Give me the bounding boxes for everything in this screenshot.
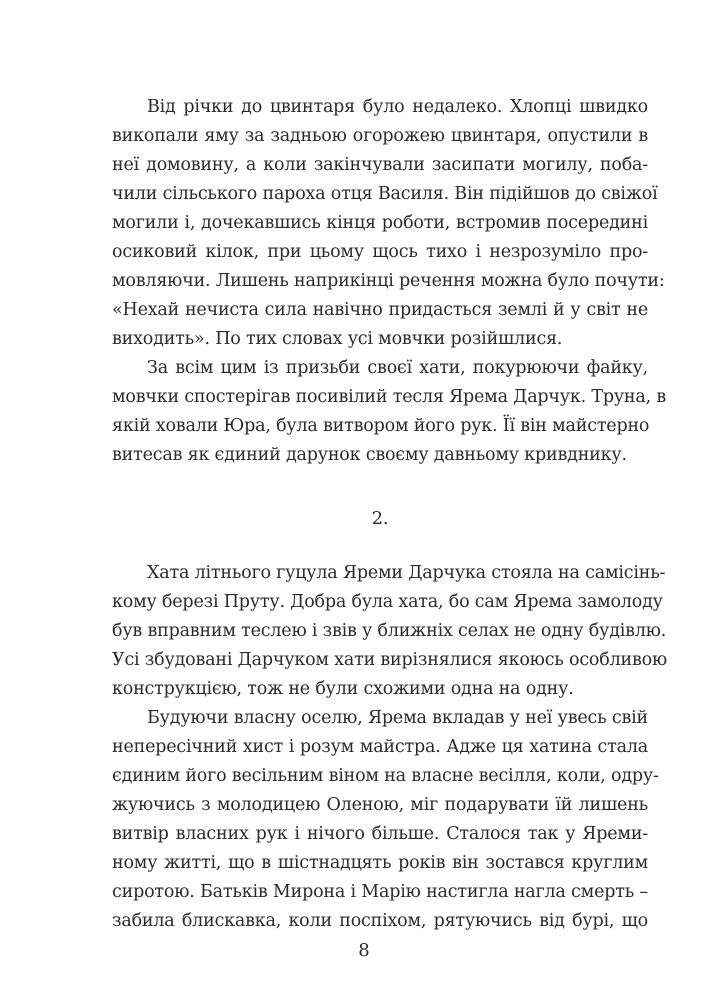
text-line: непересічний хист і розум майстра. Адже ця хатина стала: [112, 737, 648, 757]
text-section-before: [112, 93, 667, 470]
paragraph: [112, 704, 659, 936]
text-line: могили і, дочекавшись кінця роботи, встромив посередині: [112, 213, 648, 233]
text-line: осиковий кілок, при цьому щось тихо і незрозуміло про-: [112, 242, 648, 262]
text-line: «Нехай нечиста сила навічно придасться землі й у світ не: [112, 300, 648, 320]
text-section-after: [112, 559, 667, 936]
text-line: якій ховали Юра, була витвором його рук. Її він майстерно: [112, 416, 650, 436]
text-line: конструкцією, тож не були схожими одна на одну.: [112, 679, 574, 699]
text-line: неї домовину, а коли закінчували засипати могилу, поба-: [112, 155, 648, 175]
text-line: мовляючи. Лишень наприкінці речення можна було почути:: [112, 271, 665, 291]
section-heading: 2.: [371, 508, 389, 529]
text-line: єдиним його весільним віном на власне весілля, коли, одру-: [112, 766, 659, 786]
text-line: жуючись з молодицею Оленою, міг подарувати їй лишень: [112, 795, 648, 815]
text-line: сиротою. Батьків Мирона і Марію настигла нагла смерть –: [112, 882, 648, 902]
text-line: витесав як єдиний дарунок своєму давньому кривднику.: [112, 445, 627, 465]
page-number: 8: [358, 940, 370, 961]
text-line: ному житті, що в шістнадцять років він зостався круглим: [112, 853, 648, 873]
paragraph: [112, 93, 665, 354]
text-line: мовчки спостерігав посивілий тесля Ярема Дарчук. Труна, в: [112, 387, 667, 407]
text-line: витвір власних рук і нічого більше. Сталося так у Яреми-: [112, 824, 648, 844]
text-line: забила блискавка, коли поспіхом, рятуючись від бурі, що: [112, 911, 648, 931]
text-line: Від річки до цвинтаря було недалеко. Хлопці швидко: [147, 97, 648, 117]
text-line: Усі збудовані Дарчуком хати вирізнялися якоюсь особливою: [112, 650, 667, 670]
text-line: Хата літнього гуцула Яреми Дарчука стояла на самісінь-: [147, 563, 666, 583]
text-line: чили сільського пароха отця Василя. Він підійшов до свіжої: [112, 184, 658, 204]
text-line: Будуючи власну оселю, Ярема вкладав у неї увесь свій: [147, 708, 648, 728]
paragraph: [112, 559, 667, 704]
paragraph: [112, 354, 667, 470]
text-line: викопали яму за задньою огорожею цвинтаря, опустили в: [112, 126, 648, 146]
text-line: був вправним теслею і звів у ближніх селах не одну будівлю.: [112, 621, 667, 641]
text-line: виходить». По тих словах усі мовчки розійшлися.: [112, 329, 563, 349]
text-line: кому березі Пруту. Добра була хата, бо сам Ярема замолоду: [112, 592, 663, 612]
page-body: [112, 93, 667, 936]
text-line: За всім цим із призьби своєї хати, покурюючи файку,: [147, 358, 648, 378]
